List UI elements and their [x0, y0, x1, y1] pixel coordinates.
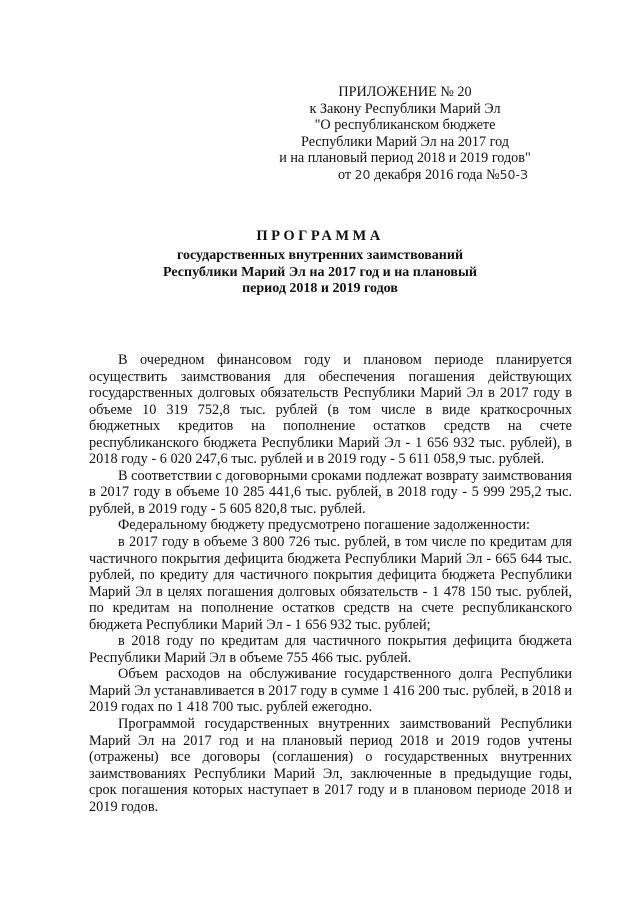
subtitle-line-1: государственных внутренних заимствований — [176, 248, 464, 263]
appendix-number: ПРИЛОЖЕНИЕ № 20 — [338, 84, 472, 100]
appendix-law-title-1: "О республиканском бюджете — [314, 117, 496, 134]
paragraph-federal-2017: в 2017 году в объеме 3 800 726 тыс. рублей, в том числе по кредитам для частичного покрытия дефицита бюджета Республики Марий Эл - 665 644 тыс. рублей, по кредиту для частичного покрытия дефицита бюджета Республики Марий Эл в целях погашения долговых обязательств - 1 478 150 тыс. рублей, по кредитам на пополнение остатков средств на счете республиканского бюджета Республики Марий Эл - 1 656 932 тыс. рублей; — [89, 534, 572, 633]
subtitle-line-3: период 2018 и 2019 годов — [242, 281, 398, 296]
appendix-date-line — [268, 167, 598, 184]
paragraph-debt-service: Объем расходов на обслуживание государственного долга Республики Марий Эл устанавливается в 2017 году в сумме 1 416 200 тыс. рублей, в 2018 и 2019 годах по 1 418 700 тыс. рублей ежегодно. — [89, 666, 572, 716]
appendix-header — [240, 84, 570, 184]
paragraph-federal-2018: в 2018 году по кредитам для частичного покрытия дефицита бюджета Республики Марий Эл в объеме 755 466 тыс. рублей. — [89, 633, 572, 666]
appendix-law-title-3: и на плановый период 2018 и 2019 годов" — [279, 150, 531, 167]
paragraph-borrowings: В очередном финансовом году и плановом периоде планируется осуществить заимствования для обеспечения погашения действующих государственных долговых обязательств Республики Марий Эл в 2017 году в объеме 10 319 752,8 тыс. рублей (в том числе в виде краткосрочных бюджетных кредитов на пополнение остатков средств на счете республиканского бюджета Республики Марий Эл - 1 656 932 тыс. рублей), в 2018 году - 6 020 247,6 тыс. рублей и в 2019 году - 5 611 058,9 тыс. рублей. — [89, 352, 572, 468]
appendix-law-title-2: Республики Марий Эл на 2017 год — [301, 133, 509, 150]
paragraph-repayment: В соответствии с договорными сроками подлежат возврату заимствования в 2017 году в объеме 10 285 441,6 тыс. рублей, в 2018 году - 5 999 295,2 тыс. рублей, в 2019 году - 5 605 820,8 тыс. рублей. — [89, 467, 572, 517]
date-prefix: от — [337, 166, 352, 183]
appendix-law-ref: к Закону Республики Марий Эл — [309, 100, 501, 117]
program-body — [89, 352, 572, 815]
subtitle-line-2: Республики Марий Эл на 2017 год и на плановый — [163, 264, 477, 280]
paragraph-program-scope: Программой государственных внутренних заимствований Республики Марий Эл на 2017 год и на плановый период 2018 и 2019 годов учтены (отражены) все договоры (соглашения) о государственных внутренних заимствованиях Республики Марий Эл, заключенные в предыдущие годы, срок погашения которых наступает в 2017 году и в плановом периоде 2018 и 2019 годов. — [89, 716, 572, 815]
date-day-handwritten: 20 — [354, 166, 371, 182]
paragraph-federal-intro: Федеральному бюджету предусмотрено погашение задолженности: — [118, 517, 530, 534]
date-month-year: декабря 2016 года № — [374, 166, 500, 183]
program-title: ПРОГРАММА — [256, 228, 384, 244]
program-subtitle — [130, 248, 510, 298]
law-number-handwritten: 50-З — [499, 166, 529, 182]
